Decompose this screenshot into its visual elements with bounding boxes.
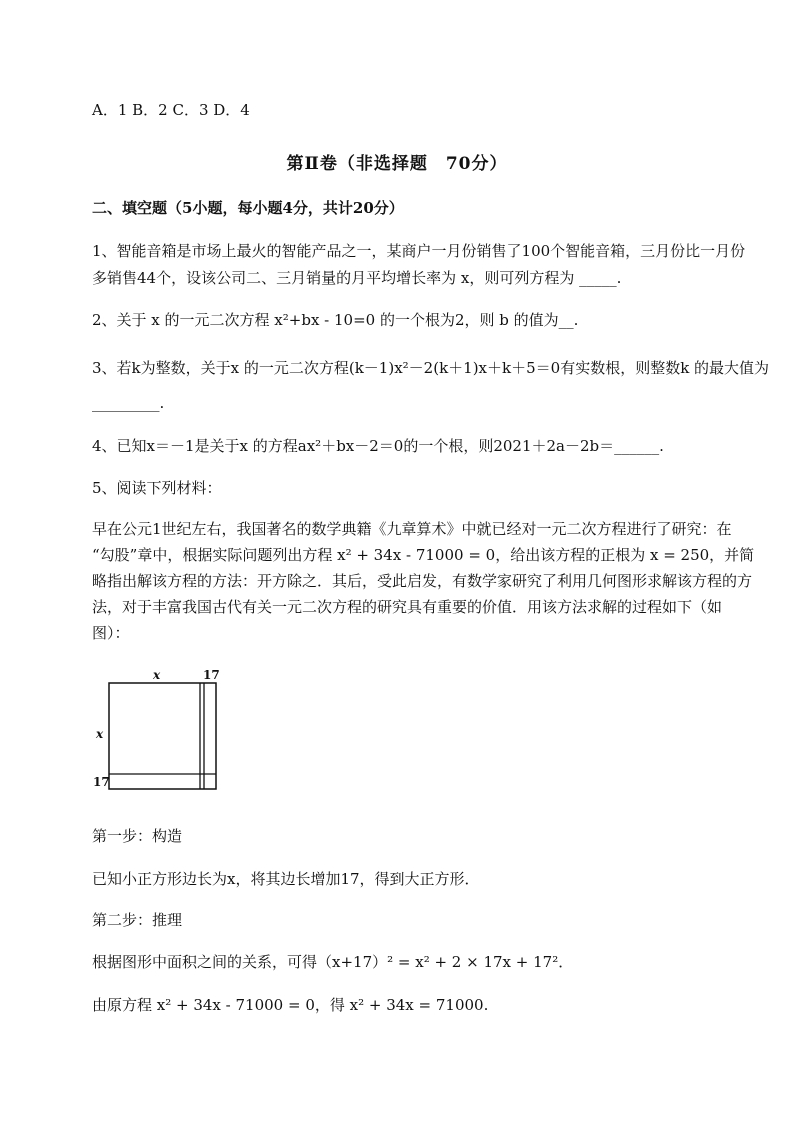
question-2: 2、关于 x 的一元二次方程 x²+bx - 10=0 的一个根为2，则 b 的值为__.	[92, 311, 579, 329]
question-3-line-1: 3、若k为整数，关于x 的一元二次方程(k－1)x²－2(k＋1)x＋k＋5＝0有实数根，则整数k 的最大值为	[92, 359, 770, 377]
label-top-17: 17	[203, 668, 220, 682]
question-5-title: 5、阅读下列材料：	[92, 479, 222, 497]
passage-line-1: 早在公元1世纪左右，我国著名的数学典籍《九章算术》中就已经对一元二次方程进行了研究：在	[92, 520, 732, 538]
question-1-line-2: 多销售44个，设该公司二、三月销量的月平均增长率为 x，则可列方程为 _____.	[92, 269, 622, 287]
question-3-line-2: _________.	[92, 394, 165, 412]
passage-line-2: “勾股”章中，根据实际问题列出方程 x² + 34x - 71000 = 0，给出该方程的正根为 x = 250，并简	[92, 546, 755, 564]
step-1-title: 第一步：构造	[92, 827, 183, 845]
part-heading: 二、填空题（5小题，每小题4分，共计20分）	[92, 199, 404, 217]
step-2-title: 第二步：推理	[92, 911, 183, 929]
question-1-line-1: 1、智能音箱是市场上最火的智能产品之一，某商户一月份销售了100个智能音箱，三月份比一月份	[92, 242, 746, 260]
step-2-text: 根据图形中面积之间的关系，可得（x+17）² = x² + 2 × 17x + 17²．	[92, 953, 574, 971]
step-1-text: 已知小正方形边长为x，将其边长增加17，得到大正方形．	[92, 870, 480, 888]
label-top-x: x	[153, 668, 161, 682]
passage-line-5: 图）：	[92, 624, 130, 642]
step-2-text-2: 由原方程 x² + 34x - 71000 = 0，得 x² + 34x = 71000.	[92, 996, 489, 1014]
section-title: 第Ⅱ卷（非选择题 70分）	[286, 154, 508, 174]
label-left-x: x	[96, 727, 104, 741]
question-4: 4、已知x＝－1是关于x 的方程ax²＋bx－2＝0的一个根，则2021＋2a－2b＝______.	[92, 437, 664, 455]
passage-line-4: 法，对于丰富我国古代有关一元二次方程的研究具有重要的价值．用该方法求解的过程如下（如	[92, 598, 723, 616]
square-diagram	[90, 666, 230, 796]
answer-options: A．1 B．2 C．3 D．4	[92, 101, 250, 119]
label-left-17: 17	[93, 775, 110, 789]
passage-line-3: 略指出解该方程的方法：开方除之．其后，受此启发，有数学家研究了利用几何图形求解该方程的方	[92, 572, 753, 590]
